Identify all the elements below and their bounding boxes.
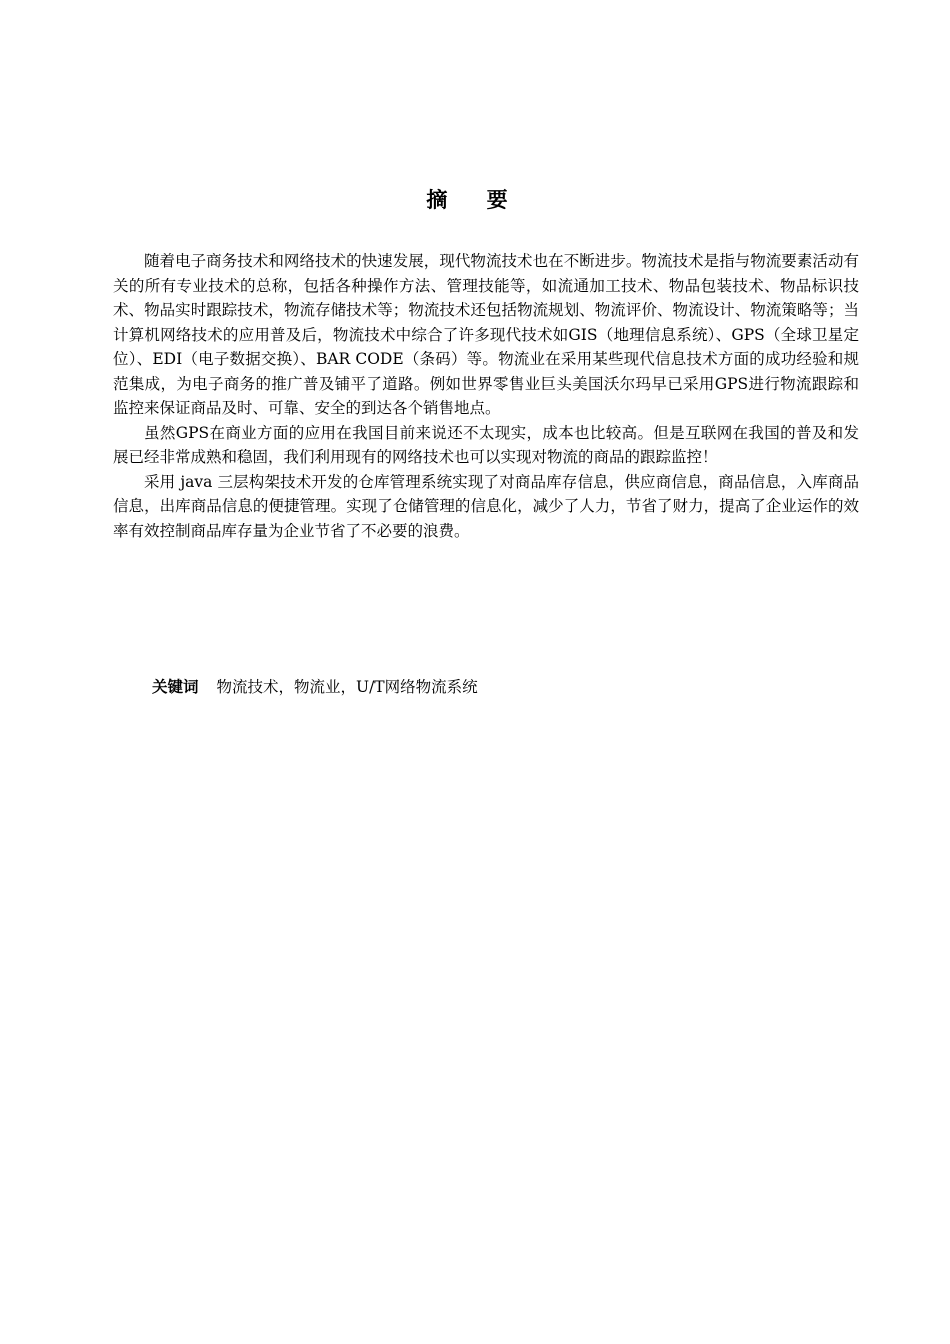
abstract-paragraph-1: 随着电子商务技术和网络技术的快速发展，现代物流技术也在不断进步。物流技术是指与物流要素活动有关的所有专业技术的总称，包括各种操作方法、管理技能等，如流通加工技术、物品包装技术、物品标识技术、物品实时跟踪技术，物流存储技术等；物流技术还包括物流规划、物流评价、物流设计、物流策略等；当计算机网络技术的应用普及后，物流技术中综合了许多现代技术如GIS（地理信息系统）、GPS（全球卫星定位）、EDI（电子数据交换）、BAR CODE（条码）等。物流业在采用某些现代信息技术方面的成功经验和规范集成，为电子商务的推广普及铺平了道路。例如世界零售业巨头美国沃尔玛早已采用GPS进行物流跟踪和监控来保证商品及时、可靠、安全的到达各个销售地点。 xyxy=(113,252,859,417)
abstract-body xyxy=(113,249,859,543)
page-title: 摘 要 xyxy=(426,188,524,212)
abstract-paragraph-3: 采用 java 三层构架技术开发的仓库管理系统实现了对商品库存信息，供应商信息，商品信息，入库商品信息，出库商品信息的便捷管理。实现了仓储管理的信息化，减少了人力，节省了财力，提高了企业运作的效率有效控制商品库存量为企业节省了不必要的浪费。 xyxy=(113,472,859,540)
abstract-paragraph-2: 虽然GPS在商业方面的应用在我国目前来说还不太现实，成本也比较高。但是互联网在我国的普及和发展已经非常成熟和稳固，我们利用现有的网络技术也可以实现对物流的商品的跟踪监控！ xyxy=(113,423,859,466)
keywords-value: 物流技术，物流业，U/T网络物流系统 xyxy=(216,678,478,696)
keywords-label: 关键词 xyxy=(152,678,199,696)
keywords-line xyxy=(152,675,852,699)
